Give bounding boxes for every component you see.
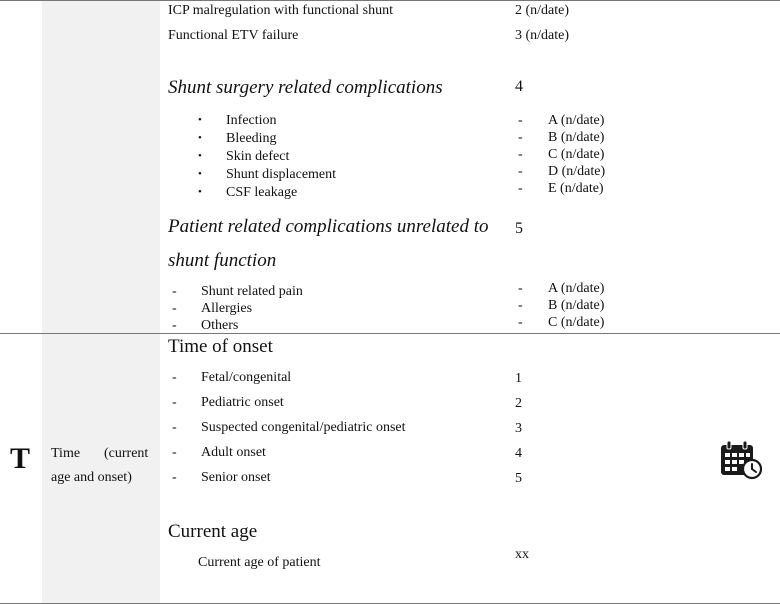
dash: - xyxy=(518,147,523,162)
onset-code: 2 xyxy=(515,396,522,411)
dash: - xyxy=(172,420,177,435)
dash: - xyxy=(518,130,523,145)
dash: - xyxy=(172,301,177,316)
onset-code: 1 xyxy=(515,371,522,386)
list-item: Shunt displacement xyxy=(226,167,337,182)
row-code: 2 (n/date) xyxy=(515,3,570,18)
list-code: D (n/date) xyxy=(548,164,606,179)
dash: - xyxy=(172,445,177,460)
bullet-icon: • xyxy=(198,114,202,126)
dash: - xyxy=(518,315,523,330)
bullet-icon: • xyxy=(198,186,202,198)
dash: - xyxy=(172,370,177,385)
bullet-icon: • xyxy=(198,168,202,180)
list-code: C (n/date) xyxy=(548,315,605,330)
onset-code: 4 xyxy=(515,446,522,461)
calendar-clock-icon xyxy=(719,440,763,480)
dash: - xyxy=(172,470,177,485)
row-label-time: Time xyxy=(51,446,81,461)
current-age-label: Current age of patient xyxy=(198,555,321,570)
dash: - xyxy=(172,284,177,299)
list-item: CSF leakage xyxy=(226,185,298,200)
row-label: ICP malregulation with functional shunt xyxy=(168,3,394,18)
dash: - xyxy=(518,113,523,128)
row-label: Functional ETV failure xyxy=(168,28,299,43)
dash: - xyxy=(518,164,523,179)
list-code: B (n/date) xyxy=(548,298,605,313)
current-age-heading: Current age xyxy=(168,521,258,542)
list-item: Others xyxy=(201,318,239,333)
onset-item: Senior onset xyxy=(201,470,271,485)
row-label-current: (current xyxy=(104,446,149,461)
row-letter: T xyxy=(10,442,31,475)
list-item: Skin defect xyxy=(226,149,290,164)
time-of-onset-heading: Time of onset xyxy=(168,336,273,357)
dash: - xyxy=(172,395,177,410)
section-heading-cont: shunt function xyxy=(168,250,277,271)
list-item: Allergies xyxy=(201,301,253,316)
dash: - xyxy=(518,181,523,196)
onset-item: Suspected congenital/pediatric onset xyxy=(201,420,406,435)
list-item: Bleeding xyxy=(226,131,277,146)
onset-item: Adult onset xyxy=(201,445,266,460)
list-code: B (n/date) xyxy=(548,130,605,145)
letter-column xyxy=(0,0,42,604)
row-label-line2: age and onset) xyxy=(51,470,132,485)
row-divider xyxy=(0,333,780,334)
section-heading: Shunt surgery related complications xyxy=(168,77,443,98)
onset-code: 5 xyxy=(515,471,522,486)
dash: - xyxy=(518,281,523,296)
dash: - xyxy=(172,318,177,333)
row-code: 3 (n/date) xyxy=(515,28,570,43)
table-top-border xyxy=(0,0,780,1)
list-item: Shunt related pain xyxy=(201,284,303,299)
dash: - xyxy=(518,298,523,313)
list-item: Infection xyxy=(226,113,277,128)
label-column xyxy=(42,0,160,604)
onset-item: Fetal/congenital xyxy=(201,370,292,385)
onset-code: 3 xyxy=(515,421,522,436)
current-age-value: xx xyxy=(515,547,529,562)
list-code: C (n/date) xyxy=(548,147,605,162)
list-code: A (n/date) xyxy=(548,113,605,128)
section-number: 5 xyxy=(515,220,523,237)
bullet-icon: • xyxy=(198,132,202,144)
bullet-icon: • xyxy=(198,150,202,162)
section-number: 4 xyxy=(515,78,523,95)
section-heading: Patient related complications unrelated to xyxy=(168,216,489,237)
onset-item: Pediatric onset xyxy=(201,395,284,410)
list-code: E (n/date) xyxy=(548,181,604,196)
list-code: A (n/date) xyxy=(548,281,605,296)
